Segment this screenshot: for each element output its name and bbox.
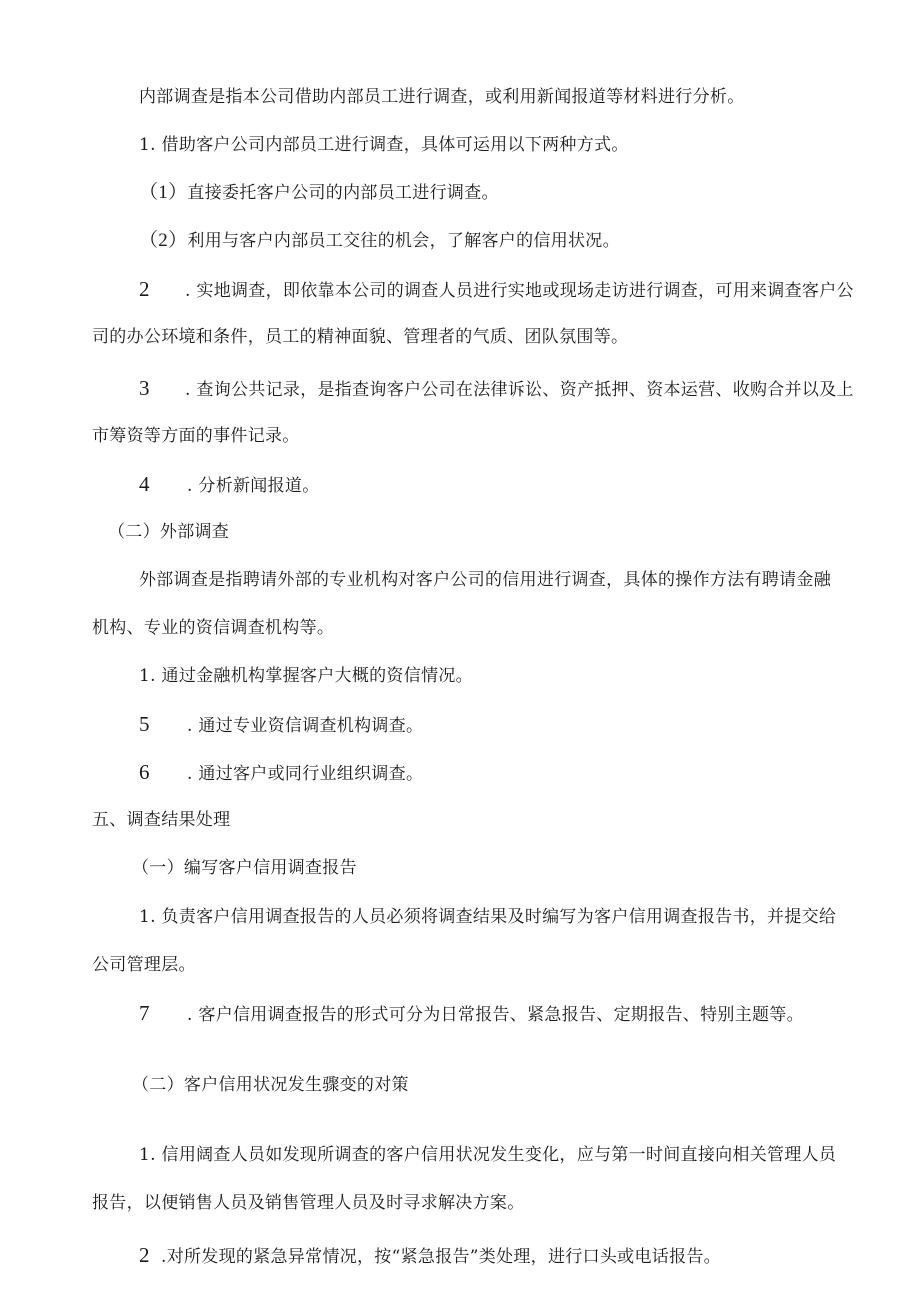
item-6-industry-organizations: 6 . 通过客户或同行业组织调查。 xyxy=(139,760,424,784)
item-2-urgent-report: 2 .对所发现的紧急异常情况，按“紧急报告”类处理，进行口头或电话报告。 xyxy=(139,1243,721,1267)
item-1-report-change: 1. 信用阔查人员如发现所调查的客户信用状况发生变化，应与第一时间直接向相关管理人员 xyxy=(139,1145,837,1165)
section-heading-external-survey: （二）外部调查 xyxy=(108,522,230,542)
item-7-report-forms: 7 . 客户信用调查报告的形式可分为日常报告、紧急报告、定期报告、特别主题等。 xyxy=(139,1001,804,1025)
item-1-report-change-continued: 报告，以便销售人员及销售管理人员及时寻求解决方案。 xyxy=(92,1193,525,1213)
subsection-heading-credit-change: （二）客户信用状况发生骤变的对策 xyxy=(132,1075,409,1095)
item-3-public-records-continued: 市筹资等方面的事件记录。 xyxy=(92,426,300,446)
item-4-news-analysis: 4 . 分析新闻报道。 xyxy=(139,472,320,496)
paragraph-internal-survey-intro: 内部调查是指本公司借助内部员工进行调查，或利用新闻报道等材料进行分析。 xyxy=(139,87,745,107)
item-5-credit-agencies: 5 . 通过专业资信调查机构调查。 xyxy=(139,712,424,736)
item-number: 4 xyxy=(139,472,150,496)
subitem-number: （1） xyxy=(139,182,188,203)
item-number: 7 xyxy=(139,1001,150,1025)
paragraph-external-survey-continued: 机构、专业的资信调查机构等。 xyxy=(92,618,335,638)
item-2-field-survey-continued: 司的办公环境和条件，员工的精神面貌、管理者的气质、团队氛围等。 xyxy=(92,327,629,347)
subsection-heading-write-report: （一）编写客户信用调查报告 xyxy=(132,858,357,878)
paragraph-external-survey-intro: 外部调查是指聘请外部的专业机构对客户公司的信用进行调查，具体的操作方法有聘请金融 xyxy=(139,570,831,590)
section-heading-result-processing: 五、调查结果处理 xyxy=(92,810,231,830)
subitem-1-entrust-employees: （1）直接委托客户公司的内部员工进行调查。 xyxy=(139,182,499,203)
subitem-2-contact-employees: （2）利用与客户内部员工交往的机会，了解客户的信用状况。 xyxy=(139,230,620,251)
item-1-financial-institutions: 1. 通过金融机构掌握客户大概的资信情况。 xyxy=(139,666,473,686)
item-number: 2 xyxy=(139,1243,150,1267)
item-1-report-responsibility-continued: 公司管理层。 xyxy=(92,955,196,975)
item-3-public-records: 3 . 查询公共记录，是指查询客户公司在法律诉讼、资产抵押、资本运营、收购合并以及上 xyxy=(139,376,854,400)
item-number: 5 xyxy=(139,712,150,736)
item-1-report-responsibility: 1. 负责客户信用调查报告的人员必须将调查结果及时编写为客户信用调查报告书，并提交给 xyxy=(139,907,837,927)
item-number: 6 xyxy=(139,760,150,784)
item-1-employee-survey: 1. 借助客户公司内部员工进行调查，具体可运用以下两种方式。 xyxy=(139,135,629,155)
item-number: 3 xyxy=(139,376,150,400)
subitem-number: （2） xyxy=(139,230,188,251)
item-number: 2 xyxy=(139,277,150,301)
item-2-field-survey: 2 . 实地调查，即依靠本公司的调查人员进行实地或现场走访进行调查，可用来调查客户公 xyxy=(139,277,854,301)
